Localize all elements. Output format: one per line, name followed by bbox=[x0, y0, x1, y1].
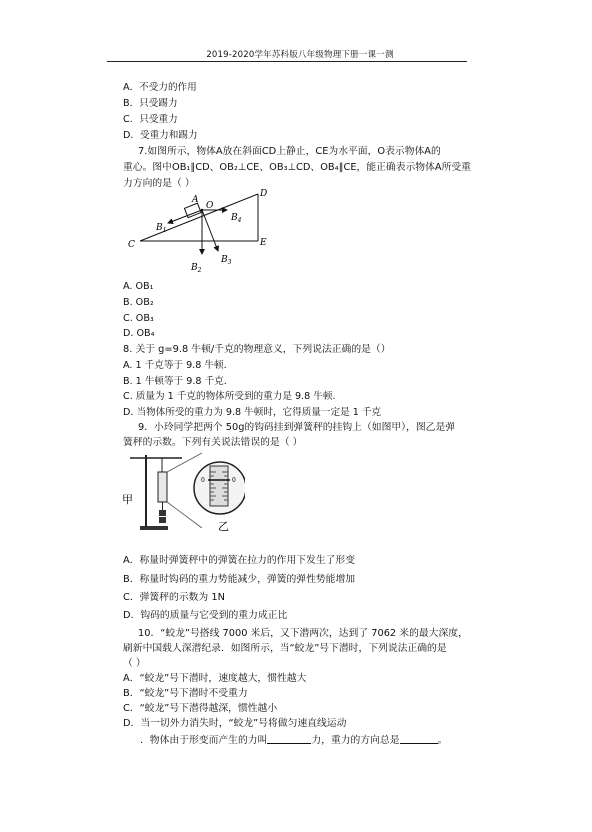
label-jia: 甲 bbox=[122, 493, 133, 506]
spring-scale-body bbox=[158, 472, 167, 502]
q7-option-a: A. OB₁ bbox=[123, 281, 154, 292]
arrow-ob3 bbox=[202, 210, 218, 251]
hook-weight-2 bbox=[159, 517, 166, 523]
label-o: O bbox=[206, 201, 214, 211]
q8-option-c: C. 质量为 1 千克的物体所受到的重力是 9.8 牛顿. bbox=[123, 391, 336, 402]
fill-text-part1: ．物体由于形变而产生的力叫 bbox=[140, 735, 268, 746]
label-b3: $B_3$ bbox=[221, 255, 232, 266]
q7-stem-line3: 力方向的是（ ） bbox=[123, 178, 195, 189]
q7-stem-line1: 7.如图所示，物体A放在斜面CD上静止，CE为水平面，O表示物体A的 bbox=[138, 146, 441, 157]
label-c: C bbox=[128, 240, 135, 250]
q7-stem-line2: 重心。图中OB₁∥CD、OB₂⊥CE、OB₃⊥CD、OB₄∥CE，能正确表示物体A所受重 bbox=[123, 162, 471, 173]
q9-option-a: A．称量时弹簧秤中的弹簧在拉力的作用下发生了形变 bbox=[123, 555, 356, 566]
q7-option-c: C. OB₃ bbox=[123, 313, 154, 324]
q7-option-d: D. OB₄ bbox=[123, 328, 155, 339]
q8-stem: 8. 关于 g=9.8 牛顿/千克的物理意义，下列说法正确的是（） bbox=[123, 344, 391, 355]
q10-option-a: A．“蛟龙”号下潜时，速度越大，惯性越大 bbox=[123, 673, 307, 684]
fill-text-part3: 。 bbox=[437, 735, 448, 746]
label-e: E bbox=[260, 238, 267, 248]
q8-option-a: A. 1 千克等于 9.8 牛顿. bbox=[123, 360, 227, 371]
q6-option-d: D．受重力和踢力 bbox=[123, 130, 198, 141]
page-header: 2019-2020学年苏科版八年级物理下册一课一测 bbox=[206, 50, 394, 60]
q9-stem-line2: 簧秤的示数。下列有关说法错误的是（ ） bbox=[123, 437, 303, 448]
q10-option-c: C．“蛟龙”号下潜得越深，惯性越小 bbox=[123, 703, 278, 714]
q9-option-b: B．称量时钩码的重力势能减少，弹簧的弹性势能增加 bbox=[123, 574, 356, 585]
scale-mark-right: 0 bbox=[232, 477, 236, 484]
q6-option-c: C．只受重力 bbox=[123, 114, 178, 125]
q10-stem-line1: 10．“蛟龙”号搭线 7000 米后，又下潜两次，达到了 7062 米的最大深度， bbox=[138, 628, 468, 639]
q6-option-b: B．只受踢力 bbox=[123, 98, 178, 109]
scale-mark-left: 0 bbox=[201, 477, 205, 484]
q7-incline-figure bbox=[120, 186, 280, 278]
label-yi: 乙 bbox=[218, 520, 229, 533]
label-d: D bbox=[260, 189, 268, 199]
header-divider bbox=[107, 61, 467, 62]
q10-stem-line2: 刷新中国载人深潜纪录．如图所示，当“蛟龙”号下潜时，下列说法正确的是 bbox=[123, 643, 447, 654]
arrow-ob1 bbox=[168, 210, 202, 223]
fill-in-question bbox=[140, 734, 447, 747]
label-b2: $B_2$ bbox=[191, 263, 202, 274]
label-b4: $B_4$ bbox=[231, 213, 242, 224]
q10-option-d: D．当一切外力消失时，“蛟龙”号将做匀速直线运动 bbox=[123, 718, 347, 729]
q10-option-b: B．“蛟龙”号下潜时不受重力 bbox=[123, 688, 248, 699]
hook-weight-1 bbox=[159, 510, 166, 516]
q9-option-c: C．弹簧秤的示数为 1N bbox=[123, 592, 225, 603]
answer-blank-1[interactable] bbox=[267, 734, 311, 744]
q10-stem-line3: （ ） bbox=[123, 658, 146, 669]
q7-option-b: B. OB₂ bbox=[123, 297, 154, 308]
q9-option-d: D．钩码的质量与它受到的重力成正比 bbox=[123, 610, 288, 621]
label-b1: $B_1$ bbox=[156, 223, 167, 234]
zoom-line-bottom bbox=[167, 502, 202, 528]
q6-option-a: A．不受力的作用 bbox=[123, 82, 197, 93]
q8-option-b: B. 1 牛顿等于 9.8 千克. bbox=[123, 376, 227, 387]
q9-stem-line1: 9．小玲同学把两个 50g的钩码挂到弹簧秤的挂钩上（如图甲），图乙是弹 bbox=[138, 422, 456, 433]
stand-base bbox=[140, 526, 168, 530]
answer-blank-2[interactable] bbox=[400, 734, 438, 744]
label-a: A bbox=[192, 195, 199, 205]
fill-text-part2: 力，重力的方向总是 bbox=[311, 735, 400, 746]
q8-option-d: D. 当物体所受的重力为 9.8 牛顿时，它得质量一定是 1 千克 bbox=[123, 407, 382, 418]
q9-spring-scale-figure bbox=[120, 450, 245, 535]
zoom-line-top bbox=[167, 453, 202, 472]
